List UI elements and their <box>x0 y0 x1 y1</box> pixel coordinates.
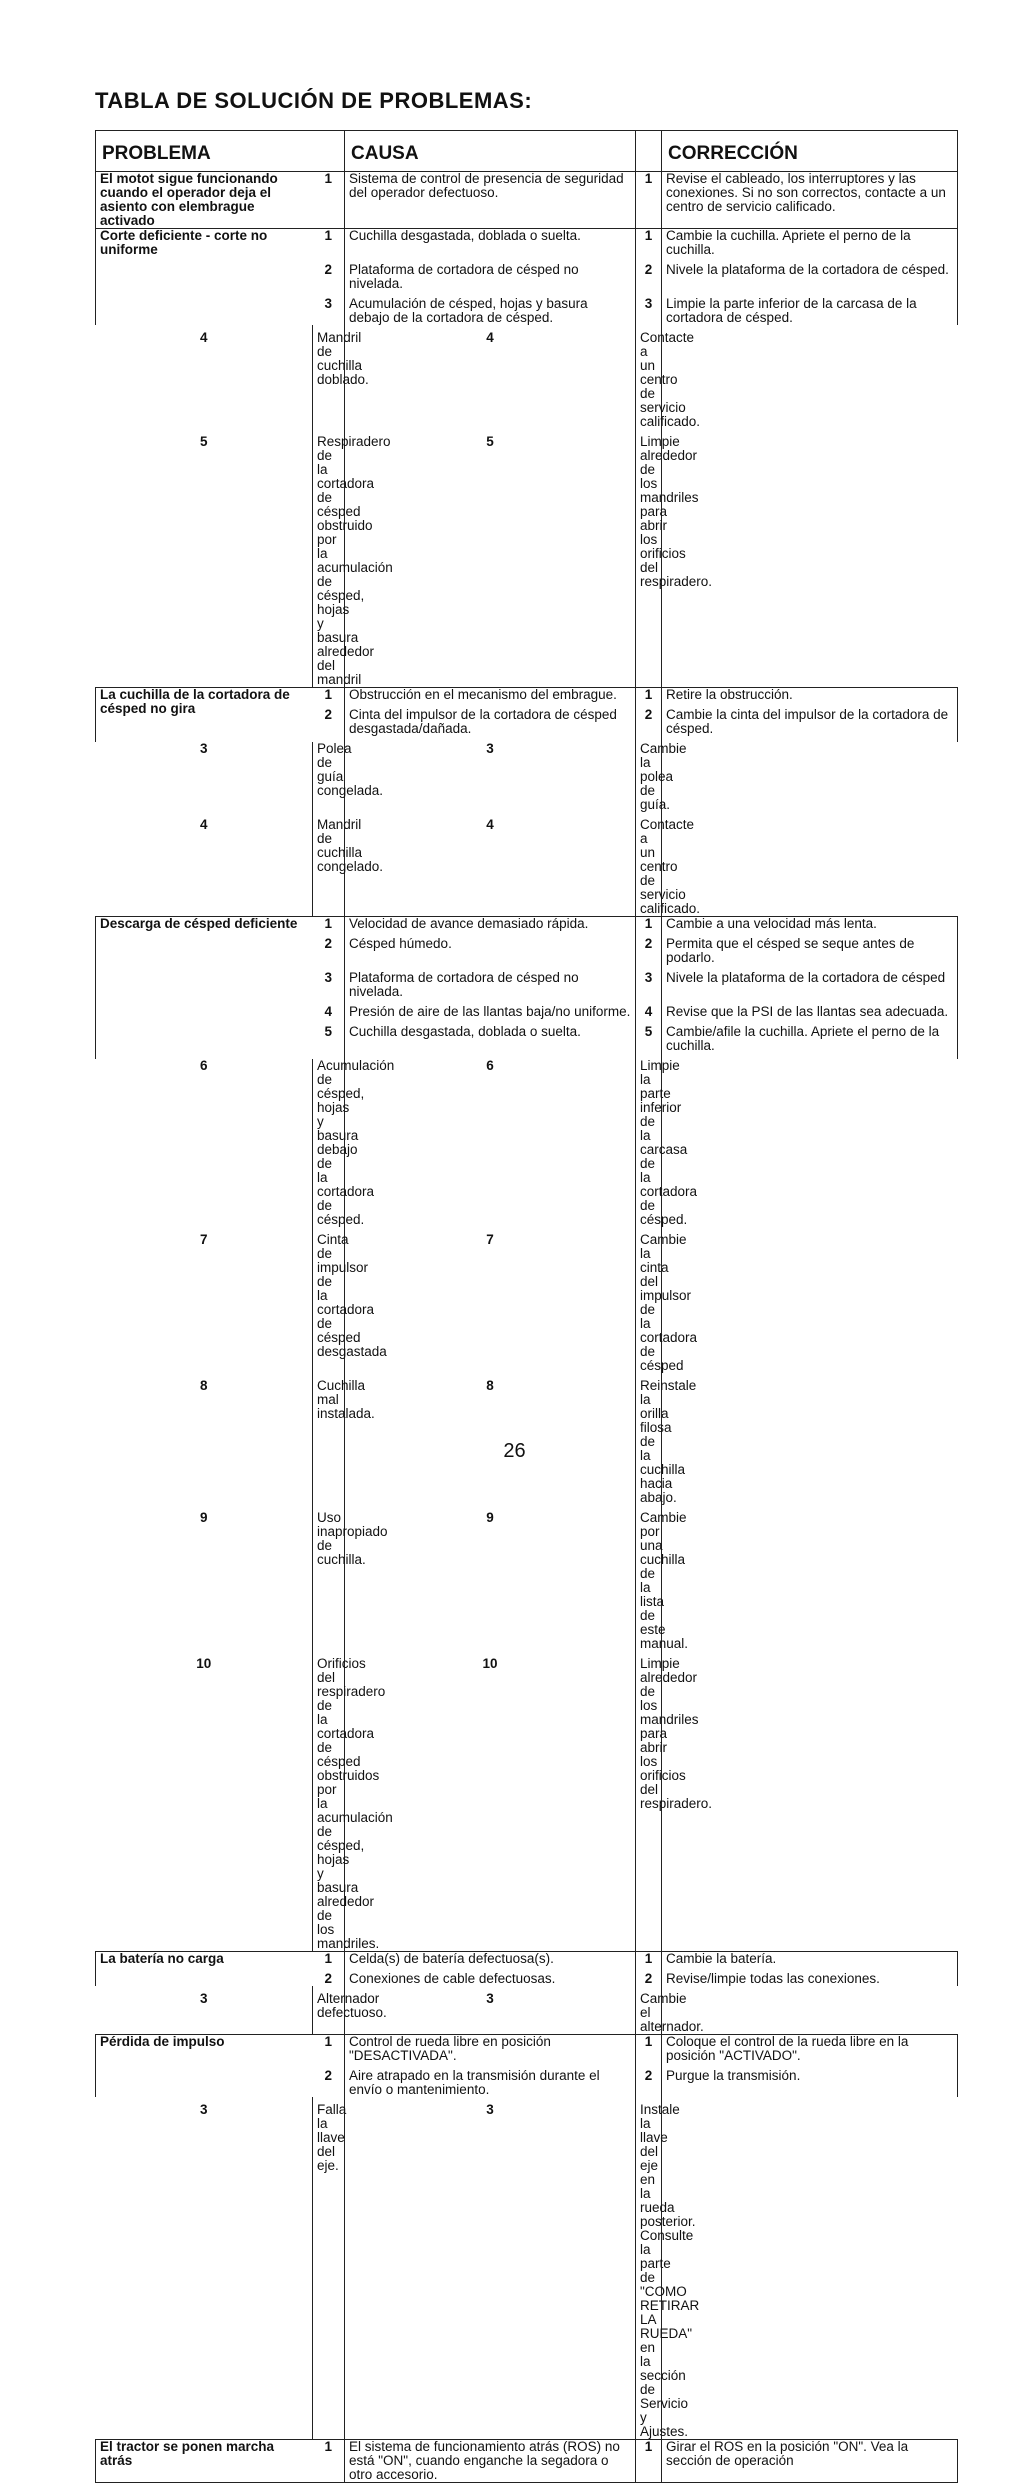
table-row <box>96 331 958 429</box>
correction-cell: Limpie alrededor de los mandriles para abrir los orificios del respiradero. <box>636 1657 662 1952</box>
table-row <box>96 1059 958 1227</box>
header-correction: CORRECCIÓN <box>662 131 958 172</box>
table-header-row <box>96 131 958 172</box>
cause-number: 4 <box>199 817 208 832</box>
correction-cell: Cambie la cuchilla. Apriete el perno de la cuchilla. <box>662 229 958 258</box>
cause-number: 3 <box>199 2102 208 2117</box>
correction-number: 3 <box>644 296 653 311</box>
cause-cell: Orificios del respiradero de la cortadora de césped obstruidos por la acumulación de césped, hojas y basura alrededor de los mandriles. <box>313 1657 345 1952</box>
header-problem: PROBLEMA <box>96 131 313 172</box>
cause-cell: Cinta de impulsor de la cortadora de césped desgastada <box>313 1233 345 1373</box>
correction-number: 3 <box>486 1991 494 2006</box>
correction-cell: Purgue la transmisión. <box>662 2069 958 2097</box>
cause-cell: Presión de aire de las llantas baja/no uniforme. <box>345 1005 636 1019</box>
correction-number: 4 <box>486 330 494 345</box>
cause-cell: El sistema de funcionamiento atrás (ROS) no está "ON", cuando enganche la segadora o otro accesorio. <box>345 2440 636 2483</box>
correction-cell: Cambie a una velocidad más lenta. <box>662 917 958 932</box>
problem-cell: Descarga de césped deficiente <box>96 917 313 1060</box>
header-spacer <box>313 131 345 172</box>
correction-cell: Cambie/afile la cuchilla. Apriete el perno de la cuchilla. <box>662 1025 958 1053</box>
problem-cell: La cuchilla de la cortadora de césped no gira <box>96 688 313 743</box>
cause-cell: Falla la llave del eje. <box>313 2103 345 2440</box>
problem-cell: Corte deficiente - corte no uniforme <box>96 229 313 326</box>
correction-cell: Retire la obstrucción. <box>662 688 958 703</box>
correction-number: 1 <box>636 229 662 258</box>
correction-number: 9 <box>486 1510 494 1525</box>
table-row <box>96 2440 958 2483</box>
cause-number: 4 <box>199 330 208 345</box>
correction-cell: Cambie la batería. <box>662 1952 958 1967</box>
correction-cell: Reinstale la orilla filosa de la cuchilla hacia abajo. <box>636 1379 662 1505</box>
correction-cell: Cambie la cinta del impulsor de la cortadora de césped. <box>662 708 958 736</box>
problem-cell: La batería no carga <box>96 1952 313 1987</box>
cause-cell: Respiradero de la cortadora de césped obstruido por la acumulación de césped, hojas y basura alrededor del mandril <box>313 435 345 688</box>
correction-cell: Limpie la parte inferior de la carcasa de la cortadora de césped. <box>662 297 958 325</box>
cause-number: 2 <box>324 262 332 277</box>
cause-cell: Cuchilla mal instalada. <box>313 1379 345 1505</box>
cause-cell: Velocidad de avance demasiado rápida. <box>345 917 636 932</box>
cause-cell: Sistema de control de presencia de seguridad del operador defectuoso. <box>345 172 636 229</box>
correction-number: 5 <box>486 434 494 449</box>
cause-number: 1 <box>313 917 345 932</box>
cause-cell: Obstrucción en el mecanismo del embrague. <box>345 688 636 703</box>
correction-number: 6 <box>486 1058 494 1073</box>
correction-cell: Limpie alrededor de los mandriles para abrir los orificios del respiradero. <box>636 435 662 688</box>
cause-cell: Acumulación de césped, hojas y basura debajo de la cortadora de césped. <box>313 1059 345 1227</box>
cause-cell: Polea de guía congelada. <box>313 742 345 812</box>
cause-number: 4 <box>324 1004 332 1019</box>
correction-cell: Revise el cableado, los interruptores y las conexiones. Si no son correctos, contacte a un centro de servicio calificado. <box>662 172 958 229</box>
correction-cell: Nivele la plataforma de la cortadora de césped. <box>662 263 958 291</box>
table-row <box>96 688 958 703</box>
cause-cell: Aire atrapado en la transmisión durante el envío o mantenimiento. <box>345 2069 636 2097</box>
cause-cell: Acumulación de césped, hojas y basura debajo de la cortadora de césped. <box>345 297 636 325</box>
cause-cell: Mandril de cuchilla doblado. <box>313 331 345 429</box>
cause-cell: Cinta del impulsor de la cortadora de césped desgastada/dañada. <box>345 708 636 736</box>
problem-cell: Pérdida de impulso <box>96 2035 313 2098</box>
spacer-cell <box>662 736 958 742</box>
table-row <box>96 742 958 812</box>
cause-cell: Césped húmedo. <box>345 937 636 965</box>
table-row <box>96 2035 958 2064</box>
cause-number: 3 <box>199 1991 208 2006</box>
correction-number: 1 <box>636 917 662 932</box>
cause-cell: Control de rueda libre en posición "DESACTIVADA". <box>345 2035 636 2064</box>
page-title: TABLA DE SOLUCIÓN DE PROBLEMAS: <box>95 88 533 113</box>
cause-number: 3 <box>199 741 208 756</box>
cause-number: 10 <box>196 1656 212 1671</box>
table-row <box>96 229 958 258</box>
table-row <box>96 917 958 932</box>
correction-number: 3 <box>486 741 494 756</box>
correction-number: 5 <box>644 1024 653 1039</box>
cause-number: 1 <box>313 172 345 229</box>
cause-number: 2 <box>324 2068 332 2083</box>
table-row <box>96 1233 958 1373</box>
correction-cell: Cambie el alternador. <box>636 1992 662 2035</box>
page-number: 26 <box>503 1440 526 1462</box>
correction-number: 7 <box>486 1232 494 1247</box>
correction-cell: Limpie la parte inferior de la carcasa de la cortadora de césped. <box>636 1059 662 1227</box>
cause-number: 1 <box>313 1952 345 1967</box>
correction-number: 2 <box>644 1971 653 1986</box>
header-cause: CAUSA <box>345 131 636 172</box>
correction-number: 3 <box>644 970 653 985</box>
correction-number: 1 <box>636 172 662 229</box>
cause-cell: Uso inapropiado de cuchilla. <box>313 1511 345 1651</box>
correction-number: 2 <box>644 2068 653 2083</box>
table-row <box>96 1992 958 2035</box>
correction-cell: Revise/limpie todas las conexiones. <box>662 1972 958 1986</box>
correction-cell: Nivele la plataforma de la cortadora de césped <box>662 971 958 999</box>
correction-cell: Coloque el control de la rueda libre en la posición "ACTIVADO". <box>662 2035 958 2064</box>
table-row <box>96 818 958 917</box>
cause-cell: Alternador defectuoso. <box>313 1992 345 2035</box>
cause-cell: Conexiones de cable defectuosas. <box>345 1972 636 1986</box>
table-row <box>96 1952 958 1967</box>
correction-number: 10 <box>482 1656 498 1671</box>
correction-cell: Revise que la PSI de las llantas sea adecuada. <box>662 1005 958 1019</box>
spacer-cell <box>662 1053 958 1059</box>
correction-number: 4 <box>644 1004 653 1019</box>
table-row <box>96 172 958 229</box>
table-row <box>96 435 958 688</box>
correction-number: 4 <box>486 817 494 832</box>
cause-cell: Plataforma de cortadora de césped no nivelada. <box>345 263 636 291</box>
cause-number: 2 <box>324 936 332 951</box>
problem-cell: El tractor se ponen marcha atrás <box>96 2440 313 2483</box>
table-row <box>96 1511 958 1651</box>
correction-number: 3 <box>486 2102 494 2117</box>
correction-number: 1 <box>636 2440 662 2483</box>
table-row <box>96 2103 958 2440</box>
problem-cell: El motot sigue funcionando cuando el operador deja el asiento con elembrague activado <box>96 172 313 229</box>
cause-cell: Cuchilla desgastada, doblada o suelta. <box>345 1025 636 1053</box>
table-body <box>96 172 958 2483</box>
correction-number: 2 <box>644 707 653 722</box>
correction-number: 1 <box>636 688 662 703</box>
correction-number: 1 <box>636 2035 662 2064</box>
correction-number: 2 <box>644 936 653 951</box>
correction-number: 8 <box>486 1378 494 1393</box>
cause-number: 1 <box>313 688 345 703</box>
cause-cell: Cuchilla desgastada, doblada o suelta. <box>345 229 636 258</box>
correction-cell: Cambie por una cuchilla de la lista de este manual. <box>636 1511 662 1651</box>
cause-number: 8 <box>199 1378 208 1393</box>
cause-cell: Plataforma de cortadora de césped no nivelada. <box>345 971 636 999</box>
cause-number: 1 <box>313 229 345 258</box>
cause-number: 2 <box>324 707 332 722</box>
troubleshooting-table <box>95 130 958 2483</box>
correction-cell: Cambie la cinta del impulsor de la cortadora de césped <box>636 1233 662 1373</box>
cause-number: 6 <box>199 1058 208 1073</box>
correction-cell: Girar el ROS en la posición "ON". Vea la sección de operación <box>662 2440 958 2483</box>
correction-cell: Cambie la polea de guía. <box>636 742 662 812</box>
cause-number: 3 <box>324 296 332 311</box>
cause-number: 5 <box>199 434 208 449</box>
correction-cell: Instale la llave del eje en la rueda posterior. Consulte la parte de "COMO RETIRAR LA RUEDA" en la sección de Servicio y Ajustes. <box>636 2103 662 2440</box>
cause-number: 7 <box>199 1232 208 1247</box>
cause-cell: Celda(s) de batería defectuosa(s). <box>345 1952 636 1967</box>
correction-cell: Contacte a un centro de servicio calificado. <box>636 818 662 917</box>
cause-number: 3 <box>324 970 332 985</box>
table-row <box>96 1657 958 1952</box>
correction-number: 2 <box>644 262 653 277</box>
cause-number: 9 <box>199 1510 208 1525</box>
correction-cell: Permita que el césped se seque antes de podarlo. <box>662 937 958 965</box>
cause-number: 5 <box>324 1024 332 1039</box>
cause-number: 1 <box>313 2035 345 2064</box>
cause-number: 1 <box>313 2440 345 2483</box>
header-spacer <box>636 131 662 172</box>
cause-cell: Mandril de cuchilla congelado. <box>313 818 345 917</box>
correction-cell: Contacte a un centro de servicio calificado. <box>636 331 662 429</box>
cause-number: 2 <box>324 1971 332 1986</box>
correction-number: 1 <box>636 1952 662 1967</box>
